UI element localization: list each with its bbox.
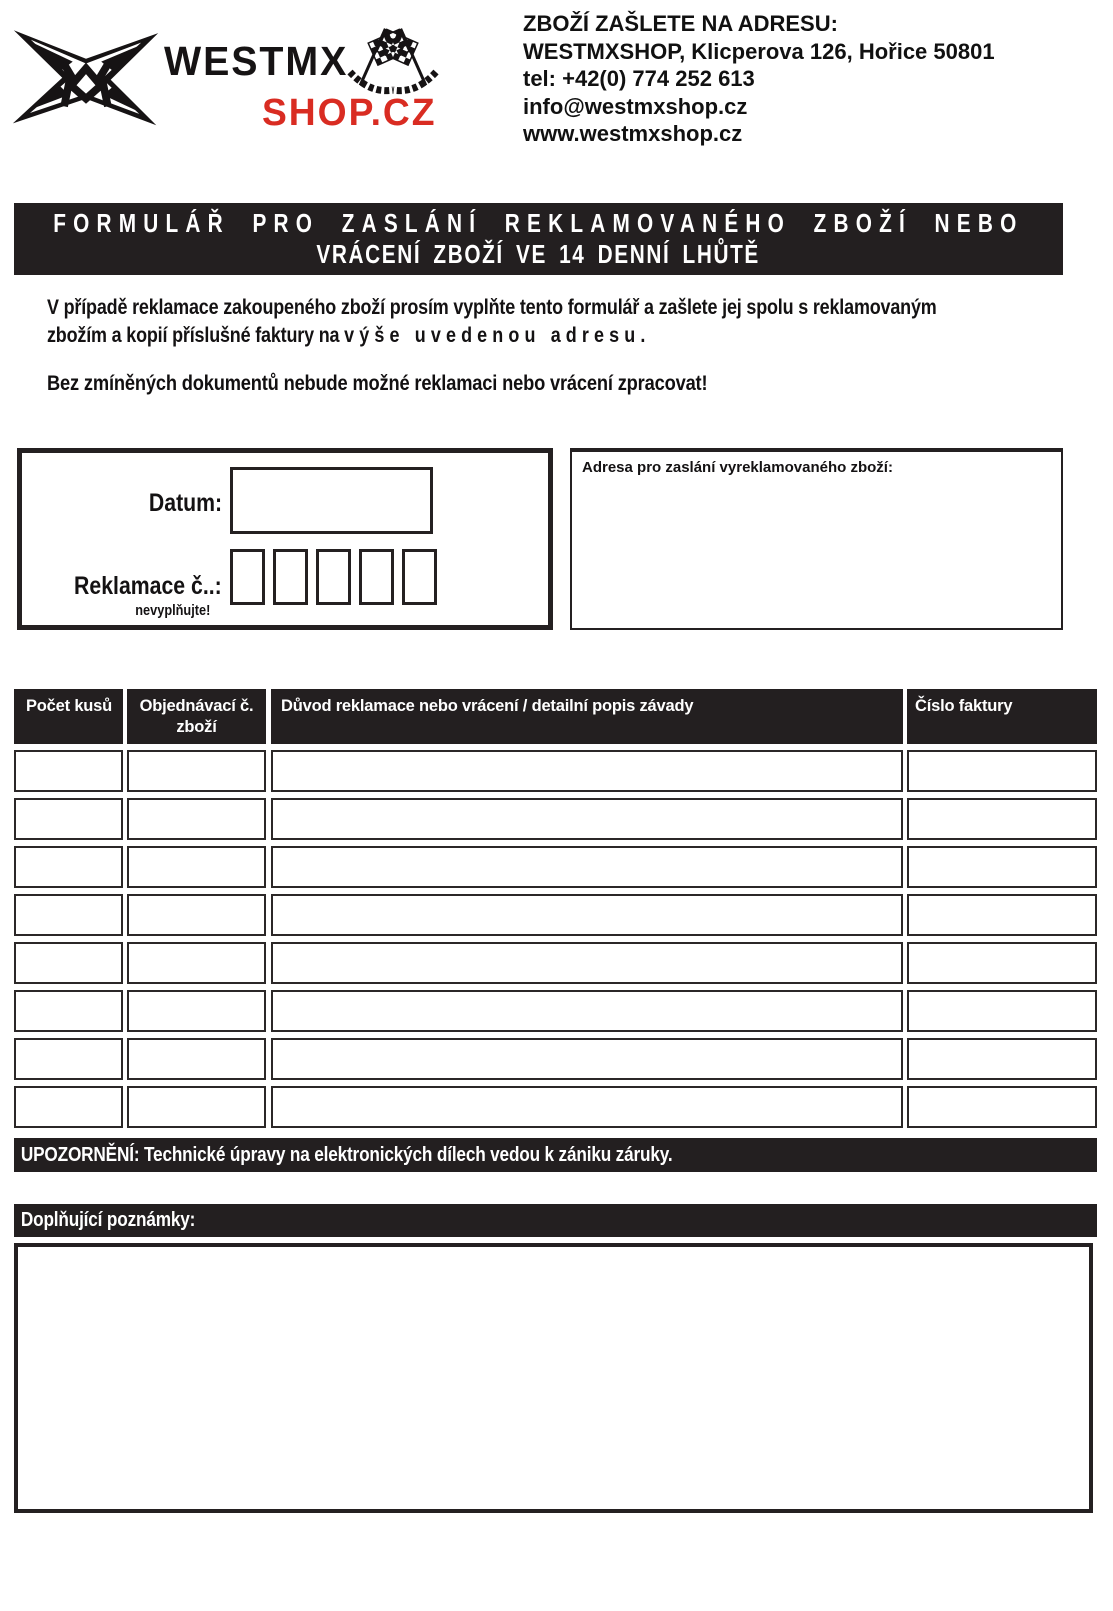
table-cell-input[interactable] <box>271 1038 903 1080</box>
table-cell-input[interactable] <box>907 1086 1097 1128</box>
brand-wordmark: WESTMX <box>164 38 349 84</box>
table-cell-input[interactable] <box>14 798 123 840</box>
items-table <box>14 689 1097 1129</box>
westmx-x-icon <box>10 16 162 132</box>
notes-label-bar <box>14 1204 1097 1237</box>
address-line: info@westmxshop.cz <box>523 93 748 119</box>
notes-field[interactable] <box>14 1243 1093 1513</box>
table-cell-input[interactable] <box>271 1086 903 1128</box>
form-title-bar <box>14 203 1063 275</box>
table-cell-input[interactable] <box>907 1038 1097 1080</box>
table-row <box>14 1038 1097 1080</box>
table-cell-input[interactable] <box>907 750 1097 792</box>
domain-wordmark: SHOP.CZ <box>262 92 437 134</box>
table-row <box>14 798 1097 840</box>
table-cell-input[interactable] <box>127 798 266 840</box>
table-cell-input[interactable] <box>14 846 123 888</box>
table-cell-input[interactable] <box>127 894 266 936</box>
address-line: WESTMXSHOP, Klicperova 126, Hořice 50801 <box>523 38 995 64</box>
claim-number-boxes <box>230 549 445 605</box>
return-address-box[interactable] <box>570 448 1063 630</box>
col-header-quantity: Počet kusů <box>14 689 123 744</box>
table-cell-input[interactable] <box>271 846 903 888</box>
table-cell-input[interactable] <box>127 942 266 984</box>
intro-paragraph <box>47 294 1047 350</box>
table-cell-input[interactable] <box>14 990 123 1032</box>
col-header-invoice-number: Číslo faktury <box>907 689 1097 744</box>
table-cell-input[interactable] <box>14 1086 123 1128</box>
warranty-notice-text: UPOZORNĚNÍ: Technické úpravy na elektronických dílech vedou k zániku záruky. <box>20 1143 673 1166</box>
form-title-line-1: FORMULÁŘ PRO ZASLÁNÍ REKLAMOVANÉHO ZBOŽÍ NEBO <box>53 208 1024 238</box>
claim-number-label: Reklamace č..: <box>74 572 222 600</box>
table-row <box>14 942 1097 984</box>
table-cell-input[interactable] <box>907 846 1097 888</box>
table-cell-input[interactable] <box>907 990 1097 1032</box>
address-line: tel: +42(0) 774 252 613 <box>523 66 755 91</box>
table-cell-input[interactable] <box>14 1038 123 1080</box>
documents-warning: Bez zmíněných dokumentů nebude možné reklamaci nebo vrácení zpracovat! <box>47 371 708 395</box>
table-cell-input[interactable] <box>271 942 903 984</box>
table-cell-input[interactable] <box>271 894 903 936</box>
table-row <box>14 846 1097 888</box>
claim-meta-box <box>17 448 553 630</box>
table-cell-input[interactable] <box>271 990 903 1032</box>
table-row <box>14 990 1097 1032</box>
table-cell-input[interactable] <box>14 750 123 792</box>
intro-line-2: zbožím a kopií příslušné faktury na výše uvedenou adresu. <box>47 324 646 347</box>
claim-number-box[interactable] <box>230 549 265 605</box>
checkered-flags-icon <box>342 20 444 98</box>
claim-number-box[interactable] <box>359 549 394 605</box>
address-line: ZBOŽÍ ZAŠLETE NA ADRESU: <box>523 11 838 36</box>
col-header-order-number: Objednávací č. zboží <box>127 689 266 744</box>
form-title-line-2: VRÁCENÍ ZBOŽÍ VE 14 DENNÍ LHŮTĚ <box>316 239 761 269</box>
date-label: Datum: <box>148 489 222 517</box>
claim-number-box[interactable] <box>273 549 308 605</box>
table-row <box>14 750 1097 792</box>
date-field[interactable] <box>230 467 433 534</box>
table-cell-input[interactable] <box>127 1038 266 1080</box>
table-cell-input[interactable] <box>907 894 1097 936</box>
table-row <box>14 1086 1097 1128</box>
table-cell-input[interactable] <box>907 942 1097 984</box>
table-cell-input[interactable] <box>14 942 123 984</box>
table-cell-input[interactable] <box>271 750 903 792</box>
claim-number-box[interactable] <box>402 549 437 605</box>
table-cell-input[interactable] <box>271 798 903 840</box>
return-address-label: Adresa pro zaslání vyreklamovaného zboží: <box>582 459 893 476</box>
notes-label: Doplňující poznámky: <box>20 1209 196 1231</box>
table-cell-input[interactable] <box>14 894 123 936</box>
table-cell-input[interactable] <box>127 846 266 888</box>
address-line: www.westmxshop.cz <box>523 121 743 146</box>
table-row <box>14 894 1097 936</box>
table-cell-input[interactable] <box>127 750 266 792</box>
ship-to-address <box>523 10 1083 148</box>
intro-line-1: V případě reklamace zakoupeného zboží prosím vyplňte tento formulář a zašlete jej spolu s reklamovaným <box>47 296 937 319</box>
table-cell-input[interactable] <box>127 990 266 1032</box>
table-cell-input[interactable] <box>907 798 1097 840</box>
warranty-notice-bar <box>14 1138 1097 1172</box>
table-cell-input[interactable] <box>127 1086 266 1128</box>
claim-number-box[interactable] <box>316 549 351 605</box>
col-header-reason: Důvod reklamace nebo vrácení / detailní popis závady <box>271 689 903 744</box>
claim-number-note: nevyplňujte! <box>134 602 210 619</box>
